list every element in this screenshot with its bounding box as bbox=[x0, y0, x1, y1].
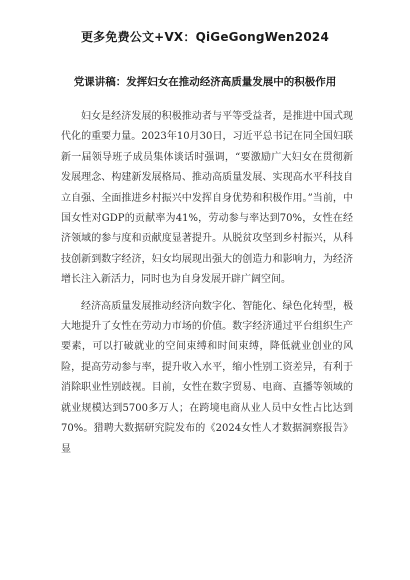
paragraph: 经济高质量发展推动经济向数字化、智能化、绿色化转型，极大地提升了女性在劳动力市场的价值。数字经济通过平台组织生产要素，可以打破就业的空间束缚和时间束缚，降低就业创业的风险，提高劳动参与率，提升收入水平，缩小性别工资差异，有利于消除职业性别歧视。目前，女性在数字贸易、电商、直播等领域的就业规模达到5700多万人；在跨境电商从业人员中女性占比达到70%。猎聘大数据研究院发布的《2024女性人才数据洞察报告》显 bbox=[61, 300, 353, 455]
document-body bbox=[61, 107, 353, 466]
paragraph: 妇女是经济发展的积极推动者与平等受益者，是推进中国式现代化的重要力量。2023年10月30日，习近平总书记在同全国妇联新一届领导班子成员集体谈话时强调，“要激励广大妇女在贯彻新发展理念、构建新发展格局、推动高质量发展、实现高水平科技自立自强、全面推进乡村振兴中发挥自身优势和积极作用。”当前，中国女性对GDP的贡献率为41%，劳动参与率达到70%，女性在经济领域的参与度和贡献度显著提升。从脱贫攻坚到乡村振兴，从科技创新到数字经济，妇女均展现出强大的创造力和影响力，为经济增长注入新活力，同时也为自身发展开辟广阔空间。 bbox=[61, 111, 353, 286]
document-title: 党课讲稿：发挥妇女在推动经济高质量发展中的积极作用 bbox=[73, 76, 337, 88]
page-header: 更多免费公文+VX：QiGeGongWen2024 bbox=[80, 30, 329, 44]
